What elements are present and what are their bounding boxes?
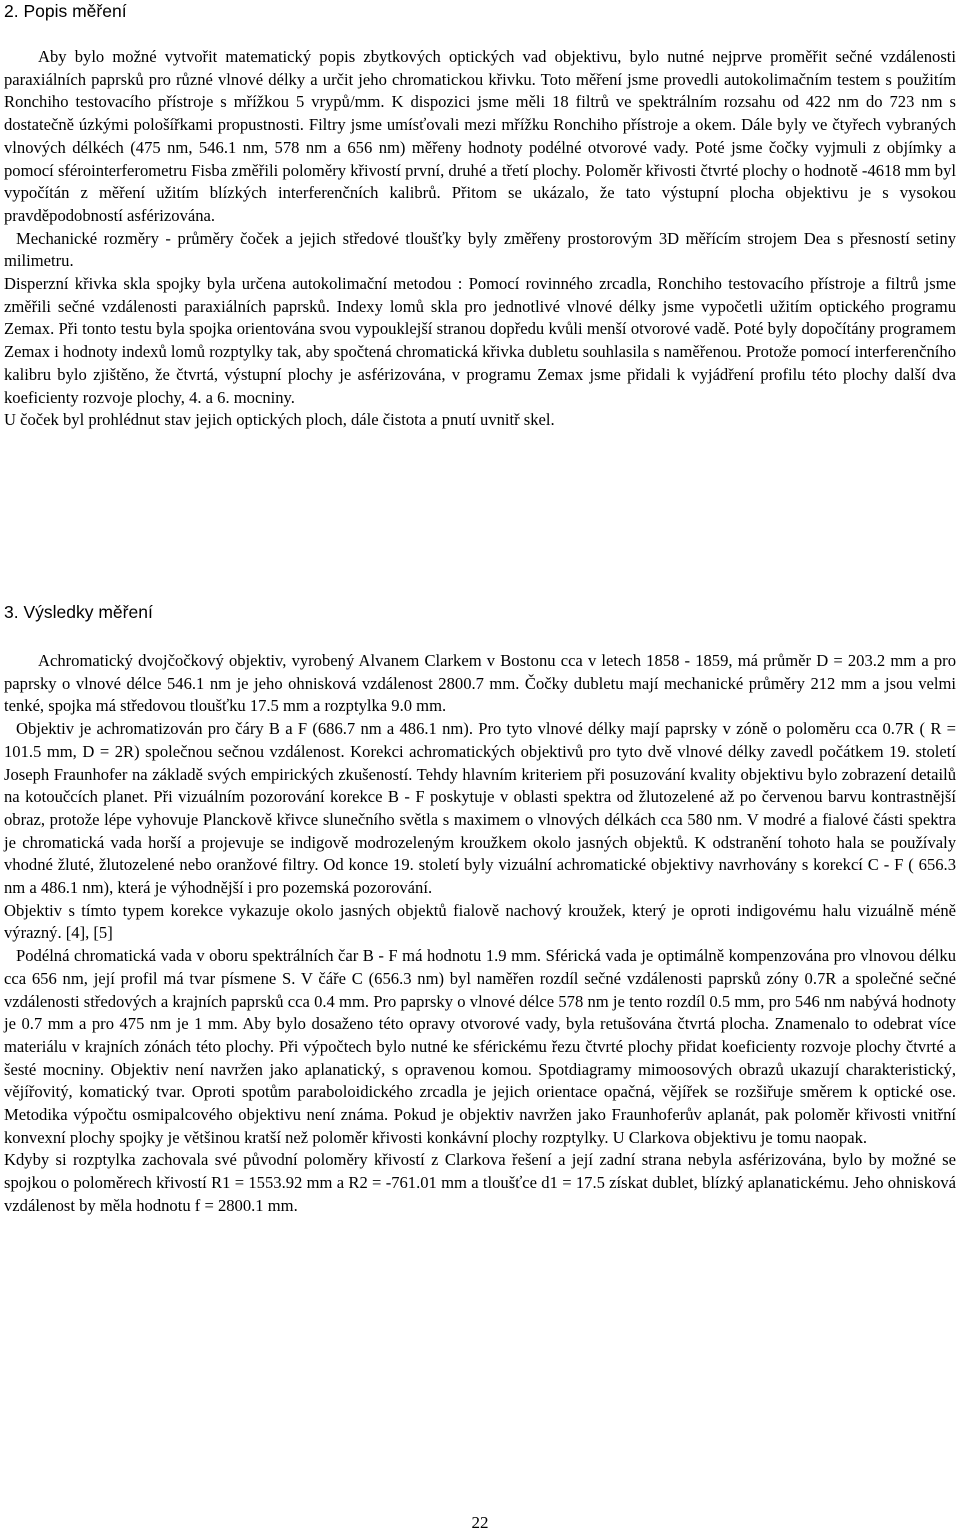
section-3-body	[4, 650, 956, 1218]
paragraph: Aby bylo možné vytvořit matematický popis zbytkových optických vad objektivu, bylo nutné nejprve proměřit sečné vzdálenosti paraxiálních paprsků pro různé vlnové délky a určit jeho chromatickou křivku. Toto měření jsme provedli autokolimačním testem s použitím Ronchiho testovacího přístroje s mřížkou 5 vrypů/mm. K dispozici jsme měli 18 filtrů ve spektrálním rozsahu od 422 nm do 723 nm s dostatečně úzkými pološířkami propustnosti. Filtry jsme umísťovali mezi mřížku Ronchiho přístroje a okem. Dále byly ve čtyřech vybraných vlnových délkéch (475 nm, 546.1 nm, 578 nm a 656 nm) měřeny hodnoty podélné otvorové vady. Poté jsme čočky vyjmuli z objímky a pomocí sférointerferometru Fisba změřili poloměry křivostí první, druhé a třetí plochy. Poloměr křivosti čtvrté plochy o hodnotě -4618 mm byl vypočítán z měření užitím blízkých interferenčních kalibrů. Přitom se ukázalo, že tato výstupní plocha objektivu je s vysokou pravděpodobností asférizována.	[4, 47, 956, 225]
section-2-heading: 2. Popis měření	[4, 1, 127, 21]
paragraph: Objektiv je achromatizován pro čáry B a F (686.7 nm a 486.1 nm). Pro tyto vlnové délky mají paprsky v zóně o poloměru cca 0.7R ( R = 101.5 mm, D = 2R) společnou sečnou vzdálenost. Korekci achromatických objektivů pro tyto dvě vlnové délky zavedl počátkem 19. století Joseph Fraunhofer na základě svých empirických zkušeností. Tehdy hlavním kriteriem při posuzování kvality objektivu bylo zobrazení detailů na kotoučcích planet. Při vizuálním pozorování korekce B - F poskytuje v oblasti spektra od žlutozelené až po červenou barvu kontrastnější obraz, protože lépe vyhovuje Planckově křivce slunečního světla s maximem o vlnových délkách cca 580 nm. V modré a fialové části spektra je chromatická vada horší a projevuje se indigově modrozeleným kroužkem okolo jasných objektů. K odstranění tohoto hala se používaly vhodné žluté, žlutozelené nebo oranžové filtry. Od konce 19. století byly vizuální achromatické objektivy navrhovány s korekcí C - F ( 656.3 nm a 486.1 nm), která je výhodnější i pro pozemská pozorování.	[4, 719, 956, 898]
section-3-heading: 3. Výsledky měření	[4, 602, 153, 622]
paragraph: Kdyby si rozptylka zachovala své původní poloměry křivostí z Clarkova řešení a její zadní strana nebyla asférizována, bylo by možné se spojkou o poloměrech křivostí R1 = 1553.92 mm a R2 = -761.01 mm a tloušťce d1 = 17.5 získat dublet, blízký aplanatickému. Jeho ohnisková vzdálenost by měla hodnotu f = 2800.1 mm.	[4, 1150, 956, 1215]
paragraph: Objektiv s tímto typem korekce vykazuje okolo jasných objektů fialově nachový kroužek, který je oproti indigovému halu vizuálně méně výrazný. [4], [5]	[4, 900, 956, 943]
paragraph: Mechanické rozměry - průměry čoček a jejich středové tloušťky byly změřeny prostorovým 3D měřícím strojem Dea s přesností setiny milimetru.	[4, 228, 956, 271]
paragraph: Disperzní křivka skla spojky byla určena autokolimační metodou : Pomocí rovinného zrcadla, Ronchiho testovacího přístroje a filtrů jsme změřili sečné vzdálenosti paraxiálních paprsků. Indexy lomů skla pro jednotlivé vlnové délky jsme vypočetli užitím optického programu Zemax. Při tonto testu byla spojka orientována svou vypouklejší stranou dopředu kvůli menší otvorové vadě. Poté byly dopočítány programem Zemax i hodnoty indexů lomů rozptylky tak, aby spočtená chromatická křivka dubletu souhlasila s naměřenou. Protože pomocí interferenčního kalibru bylo zjištěno, že čtvrtá, výstupní plochy je asférizována, v programu Zemax jsme přidali k vyjádření profilu této plochy další dva koeficienty rozvoje plochy, 4. a 6. mocniny.	[4, 274, 956, 407]
paragraph: Podélná chromatická vada v oboru spektrálních čar B - F má hodnotu 1.9 mm. Sférická vada je optimálně kompenzována pro vlnovou délku cca 656 nm, její profil má tvar písmene S. V čáře C (656.3 nm) byl naměřen rozdíl sečné vzdálenosti paprsků zóny 0.7R a společné sečné vzdálenosti středových a krajních paprsků cca 0.4 mm. Pro paprsky o vlnové délce 578 nm je tento rozdíl 0.5 mm, pro 546 nm nabývá hodnoty je 0.7 mm a pro 475 nm je 1 mm. Aby bylo dosaženo této opravy otvorové vady, byla retušována čtvrtá plocha. Znamenalo to odebrat více materiálu v krajních zónách této plochy. Při výpočtech bylo nutné ke sférickému řezu čtvrté plochy přidat koeficienty rozvoje plochy čtvrté a šesté mocniny. Objektiv není navržen jako aplanatický, s opravenou komou. Spotdiagramy mimoosových obrazů ukazují charakteristický, vějířovitý, komatický tvar. Oproti spotům paraboloidického zrcadla je jejich orientace opačná, vějířek se rozšiřuje směrem k optické ose. Metodika výpočtu osmipalcového objektivu není známa. Pokud je objektiv navržen jako Fraunhoferův aplanát, pak poloměr křivosti vnitřní konvexní plochy spojky je většinou kratší než poloměr křivosti konkávní plochy rozptylky. U Clarkova objektivu je tomu naopak.	[4, 946, 956, 1147]
page-number: 22	[471, 1513, 489, 1532]
section-2-body	[4, 46, 956, 432]
paragraph: U čoček byl prohlédnut stav jejich optických ploch, dále čistota a pnutí uvnitř skel.	[4, 410, 555, 430]
paragraph: Achromatický dvojčočkový objektiv, vyrobený Alvanem Clarkem v Bostonu cca v letech 1858 - 1859, má průměr D = 203.2 mm a pro paprsky o vlnové délce 546.1 nm je jeho ohnisková vzdálenost 2800.7 mm. Čočky dubletu mají mechanické průměry 212 mm a jsou velmi tenké, spojka má středovou tloušťku 17.5 mm a rozptylka 9.0 mm.	[4, 651, 956, 716]
